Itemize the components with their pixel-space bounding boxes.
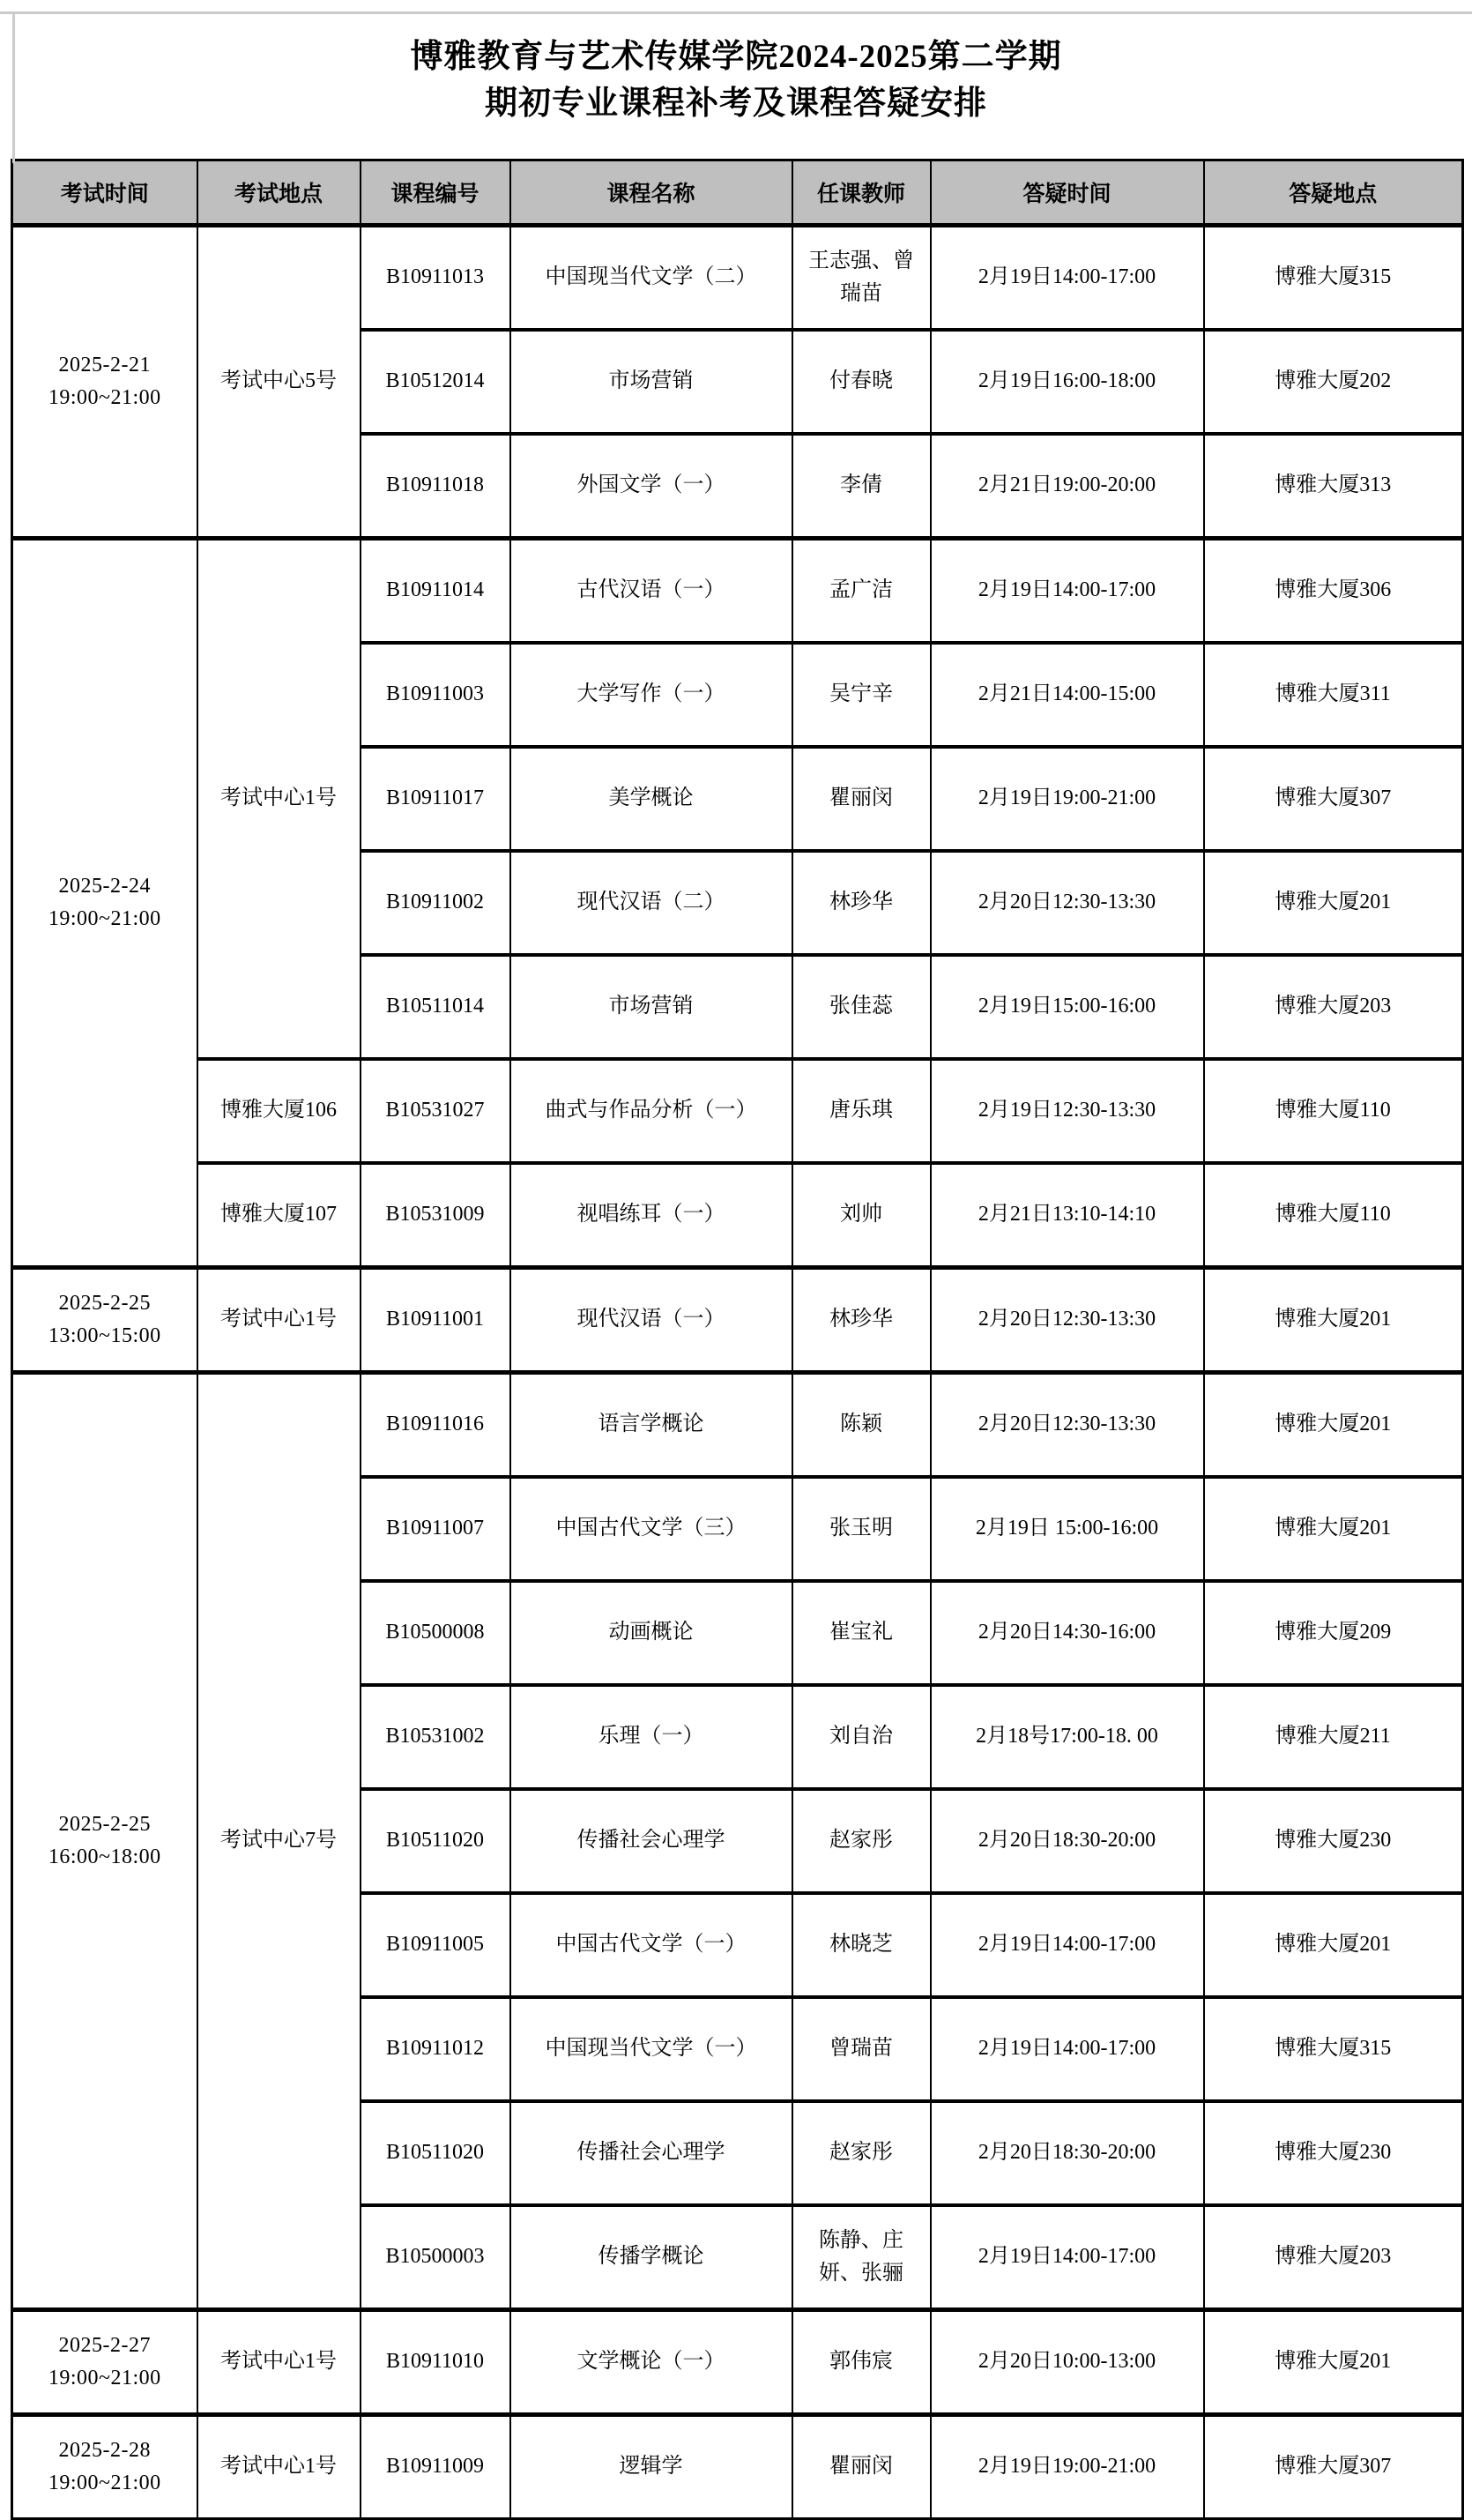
exam-time-line: 2025-2-25 [58, 1291, 151, 1315]
qa-place-cell: 博雅大厦307 [1204, 747, 1463, 851]
qa-time-cell: 2月20日14:30-16:00 [931, 1581, 1204, 1685]
header-course-code: 课程编号 [361, 160, 510, 226]
teacher-cell: 付春晓 [792, 330, 931, 434]
teacher-cell: 赵家彤 [792, 2101, 931, 2205]
exam-location-cell: 考试中心1号 [197, 1268, 361, 1373]
course-code-cell: B10911014 [361, 539, 510, 644]
course-row [12, 2310, 1463, 2415]
qa-time-cell: 2月21日14:00-15:00 [931, 643, 1204, 747]
qa-place-cell: 博雅大厦201 [1204, 1893, 1463, 1997]
exam-time-line: 2025-2-21 [58, 353, 151, 377]
exam-location-cell: 博雅大厦106 [197, 1059, 361, 1163]
exam-time-line: 2025-2-28 [58, 2438, 151, 2462]
course-name-cell: 中国现当代文学（一） [510, 1997, 792, 2101]
course-name-cell: 中国古代文学（三） [510, 1477, 792, 1581]
teacher-cell: 吴宁辛 [792, 643, 931, 747]
qa-time-cell: 2月20日12:30-13:30 [931, 851, 1204, 955]
qa-place-cell: 博雅大厦306 [1204, 539, 1463, 644]
qa-place-cell: 博雅大厦315 [1204, 1997, 1463, 2101]
exam-location-cell: 考试中心1号 [197, 2415, 361, 2519]
page-title [0, 0, 1472, 127]
course-code-cell: B10911003 [361, 643, 510, 747]
course-code-cell: B10911001 [361, 1268, 510, 1373]
course-code-cell: B10531002 [361, 1685, 510, 1789]
course-row [12, 1373, 1463, 1478]
course-code-cell: B10911016 [361, 1373, 510, 1478]
course-code-cell: B10511014 [361, 955, 510, 1059]
course-code-cell: B10531009 [361, 1163, 510, 1268]
exam-time-line: 13:00~15:00 [48, 1324, 161, 1347]
qa-place-cell: 博雅大厦110 [1204, 1059, 1463, 1163]
course-row [12, 1163, 1463, 1268]
qa-place-cell: 博雅大厦209 [1204, 1581, 1463, 1685]
exam-time-line: 16:00~18:00 [48, 1845, 161, 1868]
course-code-cell: B10512014 [361, 330, 510, 434]
qa-time-cell: 2月20日12:30-13:30 [931, 1268, 1204, 1373]
exam-time-cell [12, 1268, 197, 1373]
qa-time-cell: 2月18号17:00-18. 00 [931, 1685, 1204, 1789]
qa-time-cell: 2月21日19:00-20:00 [931, 434, 1204, 539]
exam-time-line: 19:00~21:00 [48, 907, 161, 930]
qa-time-cell: 2月19日14:00-17:00 [931, 1893, 1204, 1997]
qa-place-cell: 博雅大厦201 [1204, 1477, 1463, 1581]
teacher-cell: 孟广洁 [792, 539, 931, 644]
course-row [12, 539, 1463, 644]
qa-time-cell: 2月19日14:00-17:00 [931, 226, 1204, 331]
exam-time-cell [12, 1373, 197, 2310]
course-name-cell: 动画概论 [510, 1581, 792, 1685]
qa-place-cell: 博雅大厦202 [1204, 330, 1463, 434]
course-name-cell: 中国现当代文学（二） [510, 226, 792, 331]
exam-time-line: 19:00~21:00 [48, 2367, 161, 2390]
course-name-cell: 曲式与作品分析（一） [510, 1059, 792, 1163]
teacher-cell: 瞿丽闵 [792, 2415, 931, 2519]
course-name-cell: 现代汉语（一） [510, 1268, 792, 1373]
qa-place-cell: 博雅大厦313 [1204, 434, 1463, 539]
qa-place-cell: 博雅大厦201 [1204, 851, 1463, 955]
title-line-2: 期初专业课程补考及课程答疑安排 [485, 86, 987, 122]
qa-time-cell: 2月19日12:30-13:30 [931, 1059, 1204, 1163]
header-exam-location: 考试地点 [197, 160, 361, 226]
course-code-cell: B10911017 [361, 747, 510, 851]
qa-place-cell: 博雅大厦201 [1204, 2310, 1463, 2415]
exam-time-line: 2025-2-24 [58, 874, 151, 898]
spreadsheet-gridline-horizontal [0, 11, 1472, 14]
exam-time-cell [12, 226, 197, 539]
qa-place-cell: 博雅大厦311 [1204, 643, 1463, 747]
qa-place-cell: 博雅大厦211 [1204, 1685, 1463, 1789]
qa-time-cell: 2月19日14:00-17:00 [931, 1997, 1204, 2101]
qa-time-cell: 2月19日14:00-17:00 [931, 539, 1204, 644]
course-code-cell: B10911018 [361, 434, 510, 539]
qa-place-cell: 博雅大厦203 [1204, 2205, 1463, 2310]
exam-time-cell [12, 2415, 197, 2519]
course-code-cell: B10511020 [361, 2101, 510, 2205]
course-code-cell: B10531027 [361, 1059, 510, 1163]
qa-time-cell: 2月21日13:10-14:10 [931, 1163, 1204, 1268]
course-row [12, 1268, 1463, 1373]
qa-time-cell: 2月19日 15:00-16:00 [931, 1477, 1204, 1581]
qa-time-cell: 2月19日19:00-21:00 [931, 2415, 1204, 2519]
qa-place-cell: 博雅大厦110 [1204, 1163, 1463, 1268]
course-code-cell: B10911012 [361, 1997, 510, 2101]
course-name-cell: 中国古代文学（一） [510, 1893, 792, 1997]
exam-time-cell [12, 2310, 197, 2415]
course-name-cell: 视唱练耳（一） [510, 1163, 792, 1268]
qa-time-cell: 2月20日12:30-13:30 [931, 1373, 1204, 1478]
course-code-cell: B10911009 [361, 2415, 510, 2519]
course-row [12, 226, 1463, 331]
course-row [12, 2415, 1463, 2519]
course-name-cell: 美学概论 [510, 747, 792, 851]
teacher-cell: 林珍华 [792, 851, 931, 955]
course-name-cell: 大学写作（一） [510, 643, 792, 747]
course-code-cell: B10911010 [361, 2310, 510, 2415]
qa-time-cell: 2月20日18:30-20:00 [931, 2101, 1204, 2205]
teacher-cell: 刘自治 [792, 1685, 931, 1789]
teacher-cell: 王志强、曾瑞苗 [792, 226, 931, 331]
teacher-cell: 李倩 [792, 434, 931, 539]
course-code-cell: B10911013 [361, 226, 510, 331]
qa-time-cell: 2月19日19:00-21:00 [931, 747, 1204, 851]
course-code-cell: B10911007 [361, 1477, 510, 1581]
header-qa-location: 答疑地点 [1204, 160, 1463, 226]
qa-place-cell: 博雅大厦307 [1204, 2415, 1463, 2519]
header-teacher: 任课教师 [792, 160, 931, 226]
course-name-cell: 传播社会心理学 [510, 2101, 792, 2205]
spreadsheet-gridline-vertical [12, 11, 15, 163]
qa-place-cell: 博雅大厦203 [1204, 955, 1463, 1059]
course-code-cell: B10500003 [361, 2205, 510, 2310]
exam-location-cell: 考试中心1号 [197, 539, 361, 1060]
exam-time-line: 19:00~21:00 [48, 2472, 161, 2494]
course-name-cell: 市场营销 [510, 330, 792, 434]
course-code-cell: B10511020 [361, 1789, 510, 1893]
qa-place-cell: 博雅大厦230 [1204, 1789, 1463, 1893]
qa-place-cell: 博雅大厦315 [1204, 226, 1463, 331]
teacher-cell: 林珍华 [792, 1268, 931, 1373]
course-name-cell: 文学概论（一） [510, 2310, 792, 2415]
qa-time-cell: 2月19日16:00-18:00 [931, 330, 1204, 434]
header-exam-time: 考试时间 [12, 160, 197, 226]
qa-place-cell: 博雅大厦201 [1204, 1373, 1463, 1478]
course-row [12, 1059, 1463, 1163]
course-name-cell: 语言学概论 [510, 1373, 792, 1478]
exam-time-line: 19:00~21:00 [48, 386, 161, 409]
course-name-cell: 现代汉语（二） [510, 851, 792, 955]
qa-time-cell: 2月20日10:00-13:00 [931, 2310, 1204, 2415]
qa-time-cell: 2月20日18:30-20:00 [931, 1789, 1204, 1893]
header-course-name: 课程名称 [510, 160, 792, 226]
teacher-cell: 崔宝礼 [792, 1581, 931, 1685]
course-code-cell: B10500008 [361, 1581, 510, 1685]
exam-location-cell: 考试中心7号 [197, 1373, 361, 2310]
exam-location-cell: 博雅大厦107 [197, 1163, 361, 1268]
course-name-cell: 乐理（一） [510, 1685, 792, 1789]
title-line-1: 博雅教育与艺术传媒学院2024-2025第二学期 [410, 39, 1062, 75]
course-name-cell: 外国文学（一） [510, 434, 792, 539]
qa-place-cell: 博雅大厦230 [1204, 2101, 1463, 2205]
qa-time-cell: 2月19日14:00-17:00 [931, 2205, 1204, 2310]
course-code-cell: B10911002 [361, 851, 510, 955]
teacher-cell: 曾瑞苗 [792, 1997, 931, 2101]
course-name-cell: 古代汉语（一） [510, 539, 792, 644]
teacher-cell: 张佳蕊 [792, 955, 931, 1059]
exam-time-line: 2025-2-25 [58, 1812, 151, 1836]
qa-time-cell: 2月19日15:00-16:00 [931, 955, 1204, 1059]
teacher-cell: 陈颖 [792, 1373, 931, 1478]
teacher-cell: 瞿丽闵 [792, 747, 931, 851]
teacher-cell: 林晓芝 [792, 1893, 931, 1997]
exam-time-line: 2025-2-27 [58, 2333, 151, 2357]
header-row [12, 160, 1463, 226]
teacher-cell: 唐乐琪 [792, 1059, 931, 1163]
exam-schedule-table [11, 159, 1464, 2520]
course-name-cell: 市场营销 [510, 955, 792, 1059]
teacher-cell: 陈静、庄妍、张骊 [792, 2205, 931, 2310]
exam-location-cell: 考试中心1号 [197, 2310, 361, 2415]
course-name-cell: 传播社会心理学 [510, 1789, 792, 1893]
exam-location-cell: 考试中心5号 [197, 226, 361, 539]
teacher-cell: 张玉明 [792, 1477, 931, 1581]
course-code-cell: B10911005 [361, 1893, 510, 1997]
course-name-cell: 传播学概论 [510, 2205, 792, 2310]
qa-place-cell: 博雅大厦201 [1204, 1268, 1463, 1373]
exam-time-cell [12, 539, 197, 1268]
header-qa-time: 答疑时间 [931, 160, 1204, 226]
teacher-cell: 刘帅 [792, 1163, 931, 1268]
teacher-cell: 郭伟宸 [792, 2310, 931, 2415]
course-name-cell: 逻辑学 [510, 2415, 792, 2519]
teacher-cell: 赵家彤 [792, 1789, 931, 1893]
